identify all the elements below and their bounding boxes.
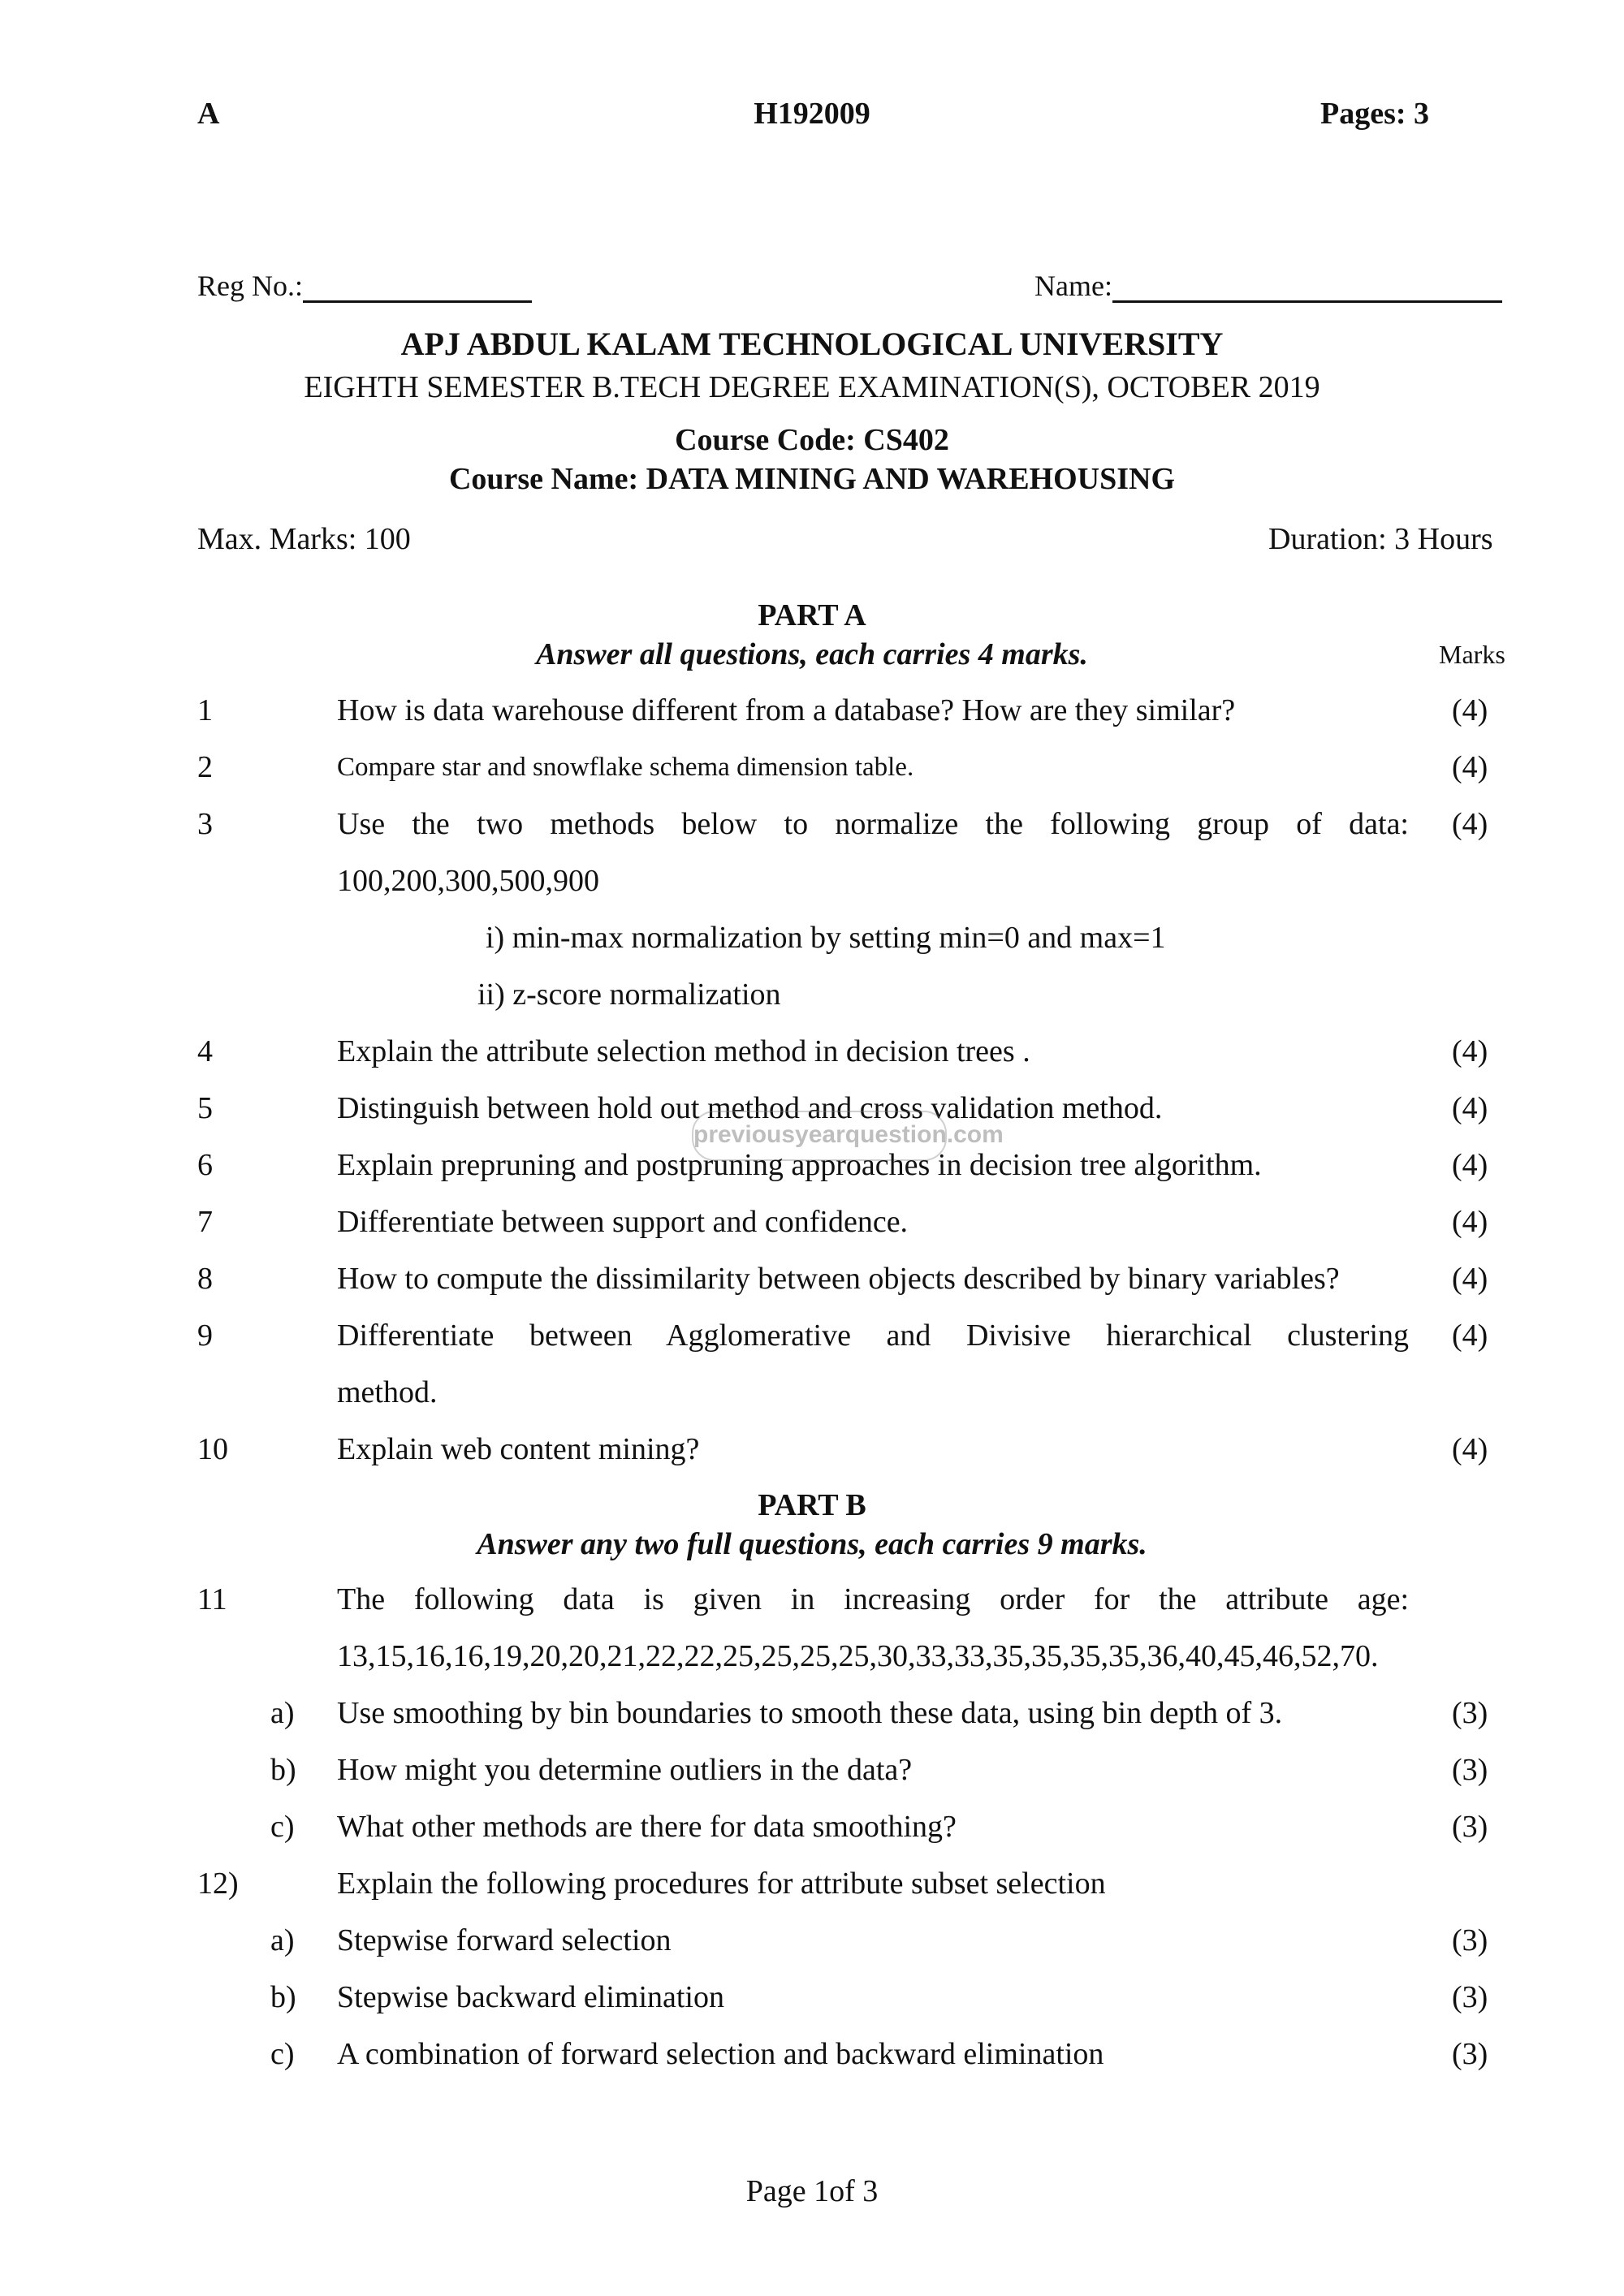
question-marks: (4) — [1452, 1148, 1488, 1182]
subquestion-label: c) — [270, 2037, 295, 2071]
name-label: Name: — [1034, 270, 1112, 302]
question-text: How to compute the dissimilarity between objects described by binary variables? — [337, 1262, 1340, 1296]
question-number: 1 — [197, 693, 213, 727]
subquestion-text: Use smoothing by bin boundaries to smooth these data, using bin depth of 3. — [337, 1696, 1283, 1730]
marks-column-header: Marks — [1439, 640, 1505, 669]
question-number: 12) — [197, 1867, 239, 1901]
question-marks: (4) — [1452, 1205, 1488, 1239]
subquestion-marks: (3) — [1452, 1923, 1488, 1957]
part-b-title: PART B — [758, 1488, 866, 1522]
subquestion-text: Stepwise forward selection — [337, 1923, 672, 1957]
name-field — [1034, 268, 1502, 303]
question-set-label: A — [197, 97, 220, 131]
subquestion-label: a) — [270, 1696, 295, 1730]
max-marks: Max. Marks: 100 — [197, 522, 411, 556]
part-a-instruction: Answer all questions, each carries 4 marks. — [536, 637, 1088, 671]
question-text: The following data is given in increasing order for the attribute age: — [337, 1582, 1409, 1616]
question-number: 4 — [197, 1034, 213, 1068]
part-b-instruction: Answer any two full questions, each carries 9 marks. — [477, 1527, 1147, 1561]
question-marks: (4) — [1452, 807, 1488, 841]
question-marks: (4) — [1452, 1318, 1488, 1353]
subquestion-text: Stepwise backward elimination — [337, 1980, 724, 2014]
question-option: i) min-max normalization by setting min=0 and max=1 — [486, 921, 1166, 955]
question-text: Differentiate between support and confidence. — [337, 1205, 909, 1239]
reg-no-field — [197, 268, 532, 303]
subquestion-marks: (3) — [1452, 1696, 1488, 1730]
page-count: Pages: 3 — [1320, 97, 1430, 131]
question-number: 11 — [197, 1582, 227, 1616]
page-footer: Page 1of 3 — [745, 2174, 879, 2208]
question-number: 2 — [197, 750, 213, 784]
subquestion-text: A combination of forward selection and backward elimination — [337, 2037, 1104, 2071]
question-number: 5 — [197, 1091, 213, 1125]
name-blank — [1112, 268, 1502, 303]
subquestion-label: a) — [270, 1923, 295, 1957]
question-number: 7 — [197, 1205, 213, 1239]
question-text: Explain web content mining? — [337, 1432, 700, 1466]
question-text: Differentiate between Agglomerative and Divisive hierarchical clustering — [337, 1318, 1409, 1353]
question-number: 9 — [197, 1318, 213, 1353]
question-text: Use the two methods below to normalize the following group of data: — [337, 807, 1409, 841]
question-marks: (4) — [1452, 1091, 1488, 1125]
subquestion-marks: (3) — [1452, 1980, 1488, 2014]
reg-no-label: Reg No.: — [197, 270, 303, 302]
question-text: Explain prepruning and postpruning approaches in decision tree algorithm. — [337, 1148, 1262, 1182]
question-number: 6 — [197, 1148, 213, 1182]
subquestion-marks: (3) — [1452, 1753, 1488, 1787]
duration: Duration: 3 Hours — [1268, 522, 1493, 556]
question-marks: (4) — [1452, 1034, 1488, 1068]
question-text: Distinguish between hold out method and cross validation method. — [337, 1091, 1163, 1125]
question-marks: (4) — [1452, 1262, 1488, 1296]
question-number: 8 — [197, 1262, 213, 1296]
question-number: 10 — [197, 1432, 228, 1466]
university-name: APJ ABDUL KALAM TECHNOLOGICAL UNIVERSITY — [400, 326, 1224, 362]
paper-code: H192009 — [754, 97, 870, 131]
question-text-continued: method. — [337, 1375, 438, 1409]
course-name-label: Course Name: — [448, 462, 639, 496]
subquestion-marks: (3) — [1452, 1810, 1488, 1844]
question-data-values: 13,15,16,16,19,20,20,21,22,22,25,25,25,25,30,33,33,35,35,35,35,36,40,45,46,52,70. — [337, 1639, 1379, 1673]
question-text: Compare star and snowflake schema dimension table. — [337, 753, 914, 782]
part-a-title: PART A — [758, 598, 866, 632]
question-number: 3 — [197, 807, 213, 841]
question-marks: (4) — [1452, 693, 1488, 727]
subquestion-label: b) — [270, 1753, 296, 1787]
subquestion-marks: (3) — [1452, 2037, 1488, 2071]
course-code: Course Code: CS402 — [675, 423, 949, 457]
subquestion-text: What other methods are there for data smoothing? — [337, 1810, 957, 1844]
course-name-line — [0, 461, 1624, 497]
question-text: How is data warehouse different from a database? How are they similar? — [337, 693, 1236, 727]
subquestion-text: How might you determine outliers in the data? — [337, 1753, 913, 1787]
question-text: Explain the attribute selection method in decision trees . — [337, 1034, 1030, 1068]
question-marks: (4) — [1452, 750, 1488, 784]
question-data-values: 100,200,300,500,900 — [337, 864, 599, 898]
question-option: ii) z-score normalization — [477, 978, 781, 1012]
exam-title: EIGHTH SEMESTER B.TECH DEGREE EXAMINATION(S), OCTOBER 2019 — [304, 370, 1320, 404]
watermark-badge: previousyearquestion.com — [692, 1111, 947, 1161]
reg-no-blank — [303, 268, 532, 303]
subquestion-label: c) — [270, 1810, 295, 1844]
course-name: DATA MINING AND WAREHOUSING — [646, 462, 1176, 496]
question-text: Explain the following procedures for attribute subset selection — [337, 1867, 1106, 1901]
subquestion-label: b) — [270, 1980, 296, 2014]
question-marks: (4) — [1452, 1432, 1488, 1466]
